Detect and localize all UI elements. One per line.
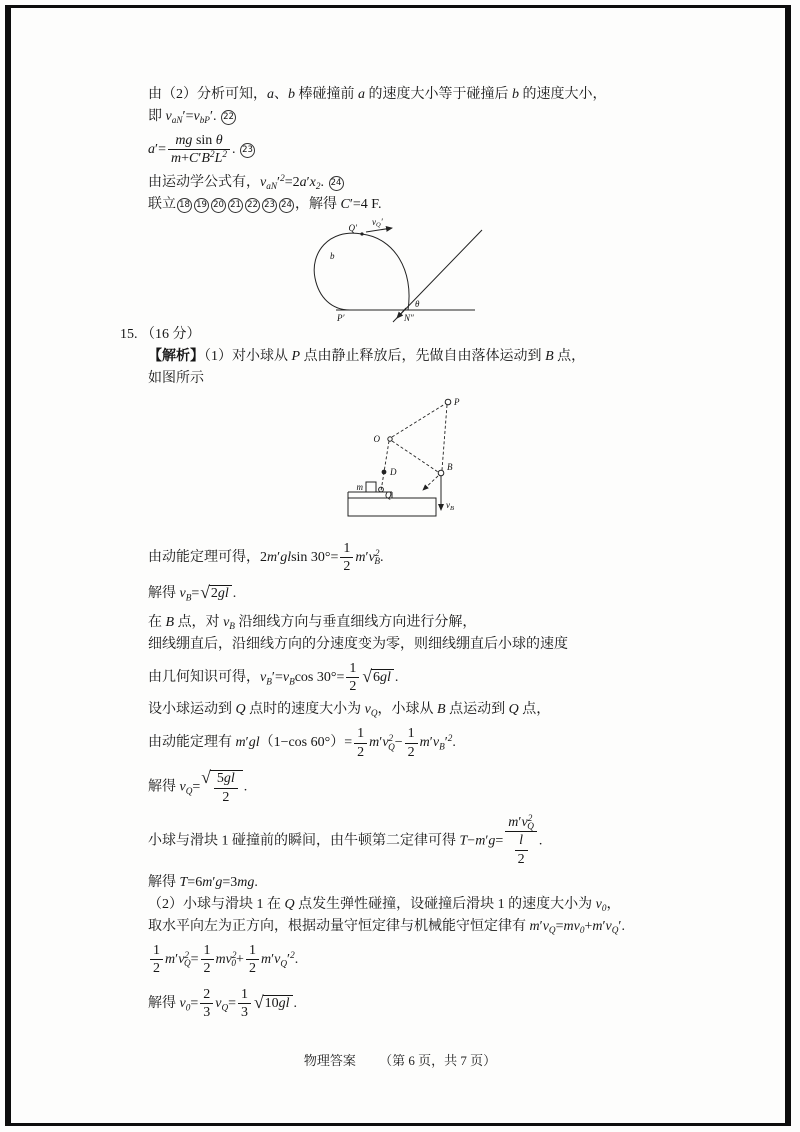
text-token: = — [192, 779, 201, 795]
figure-pendulum-setup — [330, 394, 480, 532]
solution-equation-line — [148, 128, 748, 172]
point-b — [438, 470, 444, 476]
solution-text-line — [148, 916, 748, 938]
text-token: Q — [183, 958, 191, 969]
text-token: 2 — [209, 149, 215, 160]
text-token: 棒碰撞前 — [295, 87, 358, 102]
text-token: m — [355, 549, 366, 565]
scan-border-top — [5, 5, 791, 8]
text-token: Q — [611, 925, 619, 936]
label-o: O — [373, 433, 380, 444]
text-token: v — [605, 919, 612, 935]
text-token: g — [488, 833, 496, 849]
text-token: 6 — [372, 669, 380, 685]
text-token: ′. — [618, 919, 625, 935]
dashed-line-p-b — [442, 405, 447, 470]
text-token: P — [291, 348, 301, 364]
text-token: . — [232, 142, 240, 158]
text-token: C — [189, 151, 199, 167]
circled-number: 20 — [211, 198, 226, 213]
trajectory-left-arc — [314, 233, 362, 310]
footer-page-info: （第 6 页，共 7 页） — [379, 1053, 497, 1068]
point-o — [388, 437, 392, 441]
text-token: 如图所示 — [148, 370, 204, 386]
text-token: ′ — [277, 174, 281, 190]
text-token: cos 30°= — [294, 669, 345, 685]
text-token: . — [294, 952, 299, 968]
text-token: ′ — [429, 735, 433, 751]
text-token: =3 — [222, 875, 238, 891]
text-token: ′ — [245, 735, 249, 751]
text-token: ′ — [306, 174, 310, 190]
solution-equation-line — [148, 982, 748, 1026]
text-token: 2 — [222, 789, 230, 805]
text-token: = — [190, 995, 199, 1011]
solution-text-line — [148, 634, 748, 656]
text-token: B — [266, 675, 272, 686]
text-token: 0 — [185, 1002, 191, 1013]
text-token: v — [595, 897, 602, 913]
text-token: m — [475, 833, 486, 849]
text-token: + — [181, 151, 189, 167]
fraction — [200, 987, 213, 1021]
text-token: 1 — [349, 660, 357, 676]
text-token: 点，对 — [174, 614, 224, 630]
text-token: 点时的速度大小为 — [245, 702, 365, 718]
text-token: b — [512, 87, 519, 102]
label-b: B — [447, 461, 453, 472]
text-token: mg — [237, 875, 255, 891]
text-token: T — [459, 833, 468, 849]
label-velocity-b: $v_B$ — [446, 499, 454, 512]
label-d: D — [390, 466, 397, 477]
text-token: 2 — [517, 851, 525, 867]
text-token: B — [374, 556, 381, 567]
solution-equation-line — [148, 810, 748, 872]
solution-equation-line — [148, 721, 748, 765]
text-token: m — [165, 952, 176, 968]
text-token: gl — [217, 585, 229, 601]
label-theta: θ — [415, 298, 420, 309]
text-token: B — [229, 620, 235, 631]
label-p-prime: P′ — [337, 312, 345, 323]
text-token: v — [193, 109, 200, 124]
text-token: 2 — [357, 744, 365, 760]
scan-border-right — [785, 5, 791, 1126]
text-token: ′ — [365, 549, 369, 565]
text-token: L — [214, 151, 223, 167]
text-token: 2 — [315, 181, 321, 191]
text-token: 1 — [343, 540, 351, 556]
text-token: C — [340, 196, 350, 212]
solution-text-line — [148, 346, 748, 368]
text-token: m — [508, 814, 519, 830]
solution-equation-line — [148, 536, 748, 580]
text-token: ，小球从 — [377, 702, 438, 718]
circled-number: 21 — [228, 198, 243, 213]
text-token: + — [236, 952, 244, 968]
radical: √ 2gl — [200, 585, 232, 603]
solution-text-line — [148, 194, 748, 216]
text-token: l — [519, 833, 524, 849]
scan-border-bottom — [5, 1123, 791, 1126]
text-token: 取水平向左为正方向，根据动量守恒定律与机械能守恒定律有 — [148, 919, 530, 935]
text-token: a — [148, 142, 155, 158]
label-velocity: vQ′ — [372, 217, 383, 229]
text-token: ′ — [271, 952, 275, 968]
text-token: 由动能定理可得，2 — [148, 549, 267, 565]
dashed-line-o-d-q — [381, 441, 389, 491]
text-token: v — [179, 995, 186, 1011]
text-token: B — [185, 591, 192, 602]
text-token: m — [202, 875, 213, 891]
dashed-velocity-component-arrow — [423, 476, 438, 490]
text-token: B — [439, 741, 445, 752]
solution-equation-line — [148, 172, 748, 194]
text-token: 设小球运动到 — [148, 702, 236, 718]
text-token: v — [179, 585, 186, 601]
label-q-prime: Q′ — [348, 222, 357, 233]
text-token: 沿细线方向与垂直细线方向进行分解， — [234, 614, 477, 630]
fraction — [214, 771, 238, 805]
question-15-heading — [120, 324, 748, 346]
text-token: a — [358, 87, 365, 102]
text-token: bP — [199, 115, 210, 126]
text-token: ′ — [175, 952, 179, 968]
text-token: m — [592, 919, 603, 935]
figure-rod-trajectory — [300, 218, 512, 324]
radical: √ 6gl — [362, 669, 394, 687]
text-token: m — [260, 952, 272, 968]
text-token: Q — [284, 897, 295, 913]
solution-text-line — [148, 894, 748, 916]
text-token: . — [538, 833, 543, 849]
text-token: x — [309, 174, 316, 190]
text-token: B — [289, 675, 295, 686]
circled-number: 19 — [194, 198, 209, 213]
text-token: 1 — [241, 986, 249, 1002]
text-token: 0 — [601, 903, 607, 914]
text-token: Q — [548, 925, 556, 936]
text-token: v — [382, 735, 389, 751]
text-token: 2 — [388, 733, 394, 744]
text-token: . — [232, 585, 237, 601]
fraction — [405, 726, 418, 760]
text-token: v — [165, 109, 172, 124]
text-token: = — [495, 833, 504, 849]
text-token: 2 — [349, 678, 357, 694]
text-token: ′ — [485, 833, 489, 849]
label-m: m — [356, 481, 363, 492]
radical: √ 10gl — [254, 995, 293, 1013]
text-token: 由运动学公式有， — [148, 174, 260, 190]
text-token: 15. （16 分） — [120, 326, 201, 342]
text-token: m — [235, 735, 246, 751]
text-token: 2 — [290, 950, 295, 961]
text-token: ′=4 F. — [349, 196, 382, 212]
circled-number: 22 — [245, 198, 260, 213]
text-token: 2 — [447, 733, 453, 744]
solution-equation-line — [148, 656, 748, 700]
text-token: . — [380, 549, 384, 565]
text-token: ′ — [602, 919, 606, 935]
text-token: = — [190, 952, 199, 968]
solution-equation-line — [148, 765, 748, 810]
text-token: 2 — [153, 961, 160, 977]
text-token: Q — [280, 958, 288, 969]
text-token: 1 — [357, 726, 365, 742]
text-token: 2 — [203, 961, 211, 977]
text-token: T — [179, 875, 188, 891]
text-token: 10 — [264, 995, 279, 1011]
text-token: gl — [280, 549, 292, 565]
text-token: ′ — [539, 919, 543, 935]
text-token: ′. — [209, 109, 221, 124]
text-token: gl — [278, 995, 290, 1011]
text-token: v — [178, 952, 185, 968]
text-token: ′ — [277, 549, 281, 565]
solution-equation-line — [148, 938, 748, 982]
text-token: 2 — [203, 986, 211, 1002]
fraction — [340, 541, 353, 575]
text-token: m — [529, 919, 540, 935]
text-token: sin 30°= — [291, 549, 339, 565]
solution-equation-line — [148, 580, 748, 612]
text-token: 的速度大小等于碰撞后 — [365, 87, 512, 102]
text-token: . — [293, 995, 298, 1011]
circled-number: 23 — [240, 143, 255, 158]
text-token: mv — [563, 919, 580, 935]
text-token: ′ — [212, 875, 216, 891]
text-token: v — [215, 995, 222, 1011]
text-token: 【解析】 — [148, 348, 204, 364]
text-token: 即 — [148, 109, 166, 124]
text-token: 2 — [343, 559, 351, 575]
text-token: 的速度大小， — [519, 87, 607, 102]
page-content — [120, 84, 748, 1026]
text-token: 5 — [216, 771, 224, 787]
page-footer — [0, 1050, 800, 1069]
text-token: v — [368, 549, 375, 565]
trajectory-right-arc — [362, 234, 409, 310]
dashed-line-o-p — [392, 404, 445, 437]
text-token: ′= — [155, 142, 166, 158]
text-token: mg — [175, 133, 193, 148]
text-token: （1−cos 60°）= — [259, 735, 353, 751]
text-token: v — [274, 952, 281, 968]
text-token: m — [267, 549, 278, 565]
circled-number: 23 — [262, 198, 277, 213]
text-token: B — [201, 151, 210, 167]
text-token: ′ — [379, 735, 383, 751]
text-token: aN — [171, 115, 183, 126]
text-token: 点运动到 — [445, 702, 509, 718]
text-token: m — [170, 151, 182, 167]
dashed-line-o-b — [392, 441, 438, 472]
text-token: gl — [223, 771, 235, 787]
text-token: = — [228, 995, 237, 1011]
text-token: 解得 — [148, 779, 180, 795]
fraction — [346, 661, 359, 695]
text-token: 、 — [274, 87, 288, 102]
text-token: 点由静止释放后，先做自由落体运动到 — [300, 348, 546, 364]
label-n-double-prime: N″ — [404, 312, 414, 323]
text-token: =6 — [187, 875, 203, 891]
text-token: 1 — [203, 943, 211, 959]
text-token: v — [260, 174, 267, 190]
slider-block — [366, 482, 376, 492]
fraction — [201, 943, 214, 977]
fraction — [168, 133, 230, 167]
label-q: Q — [385, 489, 392, 500]
point-p — [445, 399, 451, 405]
solution-text-line — [148, 368, 748, 390]
text-token: B — [165, 614, 175, 630]
text-token: θ — [215, 133, 223, 148]
text-token: v — [364, 702, 371, 718]
footer-subject-title: 物理答案 — [303, 1053, 356, 1068]
text-token: . — [320, 174, 328, 190]
text-token: v — [521, 814, 528, 830]
text-token: a — [299, 174, 307, 190]
text-token: m — [419, 735, 430, 751]
text-token: 点发生弹性碰撞，设碰撞后滑块 1 的速度大小为 — [294, 897, 596, 913]
fraction — [354, 726, 367, 760]
text-token: 3 — [241, 1005, 249, 1021]
text-token: . — [243, 779, 248, 795]
solution-text-line — [148, 612, 748, 634]
fraction — [246, 943, 259, 977]
text-token: （1）对小球从 — [204, 348, 292, 364]
circled-number: 22 — [221, 110, 236, 125]
fraction — [515, 833, 528, 867]
text-token: ′= — [271, 669, 283, 685]
text-token: 由几何知识可得， — [148, 669, 260, 685]
text-token: v — [432, 735, 440, 751]
label-p: P — [454, 396, 460, 407]
text-token: 2 — [248, 961, 256, 977]
fraction — [505, 812, 537, 867]
text-token: v — [282, 669, 290, 685]
text-token: = — [555, 919, 564, 935]
text-token: 3 — [203, 1005, 211, 1021]
text-token: 细线绷直后，沿细线方向的分速度变为零，则细线绷直后小球的速度 — [148, 636, 568, 652]
text-token: ′ — [444, 735, 448, 751]
text-token: ， — [606, 897, 621, 913]
text-token: Q — [235, 702, 246, 718]
text-token: 2 — [374, 547, 380, 558]
text-token: B — [437, 702, 446, 718]
text-token: mv — [215, 952, 232, 968]
text-token: （2）小球与滑块 1 在 — [148, 897, 285, 913]
text-token: 2 — [184, 950, 190, 961]
point-q-prime — [360, 232, 363, 235]
text-token: =2 — [284, 174, 300, 190]
text-token: + — [584, 919, 593, 935]
text-token: ′= — [182, 109, 194, 124]
circled-number: 24 — [279, 198, 294, 213]
text-token: sin — [192, 133, 216, 148]
text-token: 2 — [231, 950, 237, 961]
table-outline — [348, 498, 436, 516]
text-token: 点， — [553, 348, 586, 364]
text-token: . — [452, 735, 456, 751]
text-token: 2 — [280, 172, 285, 183]
text-token: . — [254, 875, 258, 891]
text-token: 由动能定理有 — [148, 735, 236, 751]
solution-text-line — [148, 84, 748, 106]
text-token: − — [394, 735, 403, 751]
text-token: v — [179, 779, 186, 795]
text-token: 2 — [407, 744, 415, 760]
circled-number: 24 — [329, 176, 344, 191]
text-token: Q — [508, 702, 519, 718]
text-token: = — [191, 585, 200, 601]
text-token: gl — [248, 735, 260, 751]
text-token: 0 — [231, 958, 237, 969]
text-token: 1 — [248, 943, 256, 959]
text-token: ′ — [518, 814, 522, 830]
text-token: 解得 — [148, 995, 180, 1011]
text-token: 1 — [407, 726, 415, 742]
text-token: m — [369, 735, 380, 751]
text-token: v — [223, 614, 230, 630]
text-token: 联立 — [148, 196, 176, 212]
text-token: 0 — [579, 925, 585, 936]
text-token: 解得 — [148, 585, 180, 601]
text-token: ，解得 — [295, 196, 341, 212]
text-token: 2 — [210, 585, 218, 601]
text-token: 小球与滑块 1 碰撞前的瞬间，由牛顿第二定律可得 — [148, 833, 460, 849]
text-token: Q — [527, 821, 534, 832]
fraction — [150, 943, 163, 977]
text-token: g — [215, 875, 223, 891]
text-token: ′ — [287, 952, 291, 968]
text-token: B — [545, 348, 554, 364]
velocity-arrow — [366, 228, 392, 232]
text-token: Q — [388, 741, 395, 752]
text-token: 解得 — [148, 875, 180, 891]
text-token: 1 — [153, 943, 160, 959]
solution-text-line — [148, 699, 748, 721]
text-token: a — [267, 87, 274, 102]
text-token: 点， — [518, 702, 551, 718]
text-token: . — [394, 669, 399, 685]
solution-equation-line — [148, 106, 748, 128]
label-b-rod: b — [330, 250, 335, 261]
text-token: b — [288, 87, 295, 102]
text-token: aN — [266, 181, 277, 191]
radical: √ $\frac{5gl}{2}$ — [201, 770, 243, 805]
text-token: v — [260, 669, 267, 685]
text-token: v — [542, 919, 549, 935]
text-token: Q — [221, 1002, 229, 1013]
text-token: Q — [370, 708, 378, 719]
text-token: 2 — [222, 149, 228, 160]
text-token: 2 — [527, 812, 533, 823]
fraction — [238, 987, 251, 1021]
circled-number: 18 — [177, 198, 192, 213]
text-token: − — [467, 833, 476, 849]
solution-equation-line — [148, 872, 748, 894]
text-token: gl — [379, 669, 391, 685]
text-token: 在 — [148, 614, 166, 630]
text-token: ′ — [198, 151, 202, 167]
scan-border-left — [5, 5, 11, 1126]
text-token: Q — [185, 785, 193, 796]
text-token: 由（2）分析可知， — [148, 87, 267, 102]
